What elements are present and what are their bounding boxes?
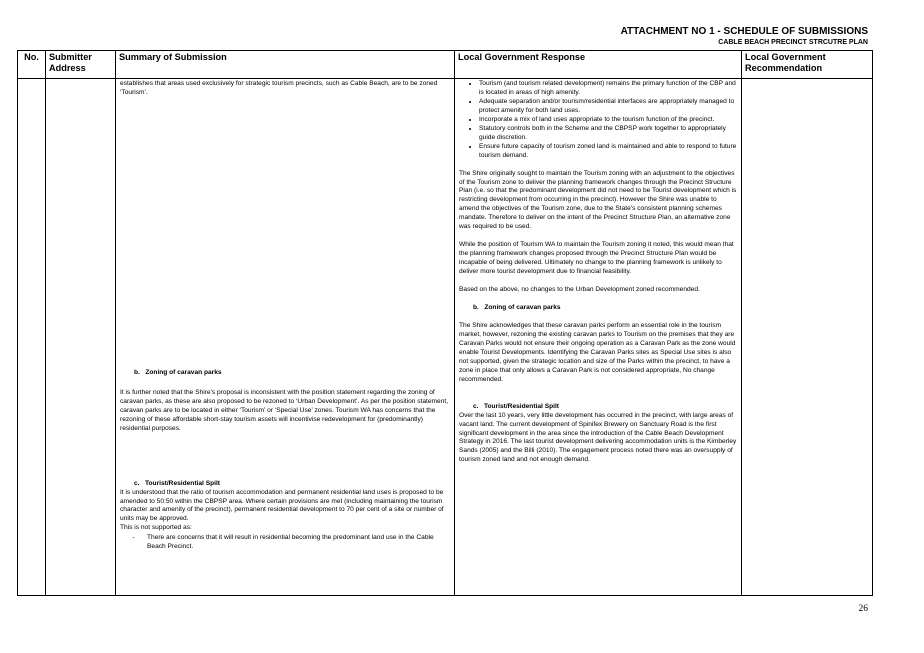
response-b-heading: b. Zoning of caravan parks [473, 304, 561, 312]
list-item: • Incorporate a mix of land uses appropriate to the tourism function of the precinct. [479, 116, 738, 125]
summary-b-heading: b. Zoning of caravan parks [134, 368, 222, 376]
plan-subtitle: CABLE BEACH PRECINCT STRCUTRE PLAN [718, 39, 868, 46]
summary-intro: establishes that areas used exclusively for strategic tourism precincts, such as Cable Beach, are to be zoned ‘Tourism’. [120, 80, 438, 96]
table-row [18, 79, 873, 596]
table-header-row [18, 51, 873, 79]
summary-c-text: It is understood that the ratio of tourism accommodation and permanent residential land uses is proposed to be amended to 50:50 within the CBPSP area. Where certain provisions are met (including maintaining the tourism character and amenity of the precinct), permanent residential development to 70 per cent of a site or number of units may be approved. [120, 488, 444, 523]
response-c-text: Over the last 10 years, very little development has occurred in the precinct, with large areas of vacant land. The current development of Spinifex Brewery on Sanctuary Road is the first significant development in the area since the introduction of the Cable Beach Development Strategy in 2016. The last tourist development delivering accommodation units is the Kimberley Sands (2005) and the Billi (2010). The engagement process noted there was an oversupply of tourism zoned land and not enough demand. [459, 411, 737, 464]
col-header-summary: Summary of Submission [116, 51, 455, 79]
page-number: 26 [858, 604, 868, 614]
attachment-title: ATTACHMENT NO 1 - SCHEDULE OF SUBMISSIONS [620, 26, 868, 37]
response-c-heading: c. Tourist/Residential Spilt [473, 402, 559, 410]
cell-submitter [46, 79, 116, 596]
list-item: • Tourism (and tourism related development) remains the primary function of the CBP and is located in areas of high amenity. [479, 80, 738, 98]
col-header-submitter: Submitter Address [46, 51, 116, 79]
col-header-no: No. [18, 51, 46, 79]
summary-b-text: It is further noted that the Shire’s proposal is inconsistent with the position statement regarding the zoning of caravan parks, as these are also proposed to be rezoned to ‘Urban Development’. As per the position statement, caravan parks are to be located in either ‘Tourism’ or ‘Special Use’ zones. Tourism WA has concerns that the rezoning of these affordable short-stay tourism assets will incentivise redevelopment for (predominantly) residential purposes. [120, 388, 449, 432]
cell-recommendation [742, 79, 873, 596]
dash-marker: - [132, 534, 135, 542]
response-p2: While the position of Tourism WA to maintain the Tourism zoning it noted, this would mean that the planning framework changes proposed through the Precinct Structure Plan would be incapable of being delivered. Ultimately no change to the planning framework is unlikely to deliver more tourist development due to financial feasibility. [459, 241, 734, 276]
cell-no [18, 79, 46, 596]
list-item: • Ensure future capacity of tourism zoned land is maintained and able to respond to future tourism demand. [479, 143, 738, 161]
col-header-response: Local Government Response [455, 51, 742, 79]
cell-summary [116, 79, 455, 596]
schedule-table [17, 50, 873, 596]
dash-item-text: There are concerns that it will result in residential becoming the predominant land use in the Cable Beach Precinct. [147, 534, 434, 551]
summary-dash-item [120, 534, 451, 552]
list-item: • Statutory controls both in the Scheme and the CBPSP work together to appropriately guide discretion. [479, 125, 738, 143]
response-bullet-list [459, 80, 738, 161]
response-b-text: The Shire acknowledges that these caravan parks perform an essential role in the tourism market, however, rezoning the existing caravan parks to Tourism on the premises that they are Caravan Parks would not ensure their ongoing operation as a Caravan Park as the zone would enable Tourist Developments. Identifying the Caravan Parks sites as Special Use sites is also not supported, given the strategic location and size of the Parks within the precinct, to have a zone in place that only allows a Caravan Park is not considered appropriate, No change recommended. [459, 321, 736, 383]
summary-c-text2: This is not supported as: [120, 524, 192, 532]
summary-c-heading: c. Tourist/Residential Spilt [134, 479, 220, 487]
response-p1: The Shire originally sought to maintain the Tourism zoning with an adjustment to the objectives of the Tourism zone to deliver the planning framework changes through the Precinct Structure Plan (i.e. so that the predominant development did not need to be Tourist development which is restricting development from occurring in the precinct). However the Shire was unable to amend the objectives of the Tourism zone, due to the State’s consistent planning schemes mandate. Therefore to deliver on the intent of the Precinct Structure Plan, an alternative zone was required to be used. [459, 169, 737, 231]
response-p3: Based on the above, no changes to the Urban Development zoned recommended. [459, 286, 700, 294]
cell-response [455, 79, 742, 596]
list-item: • Adequate separation and/or tourism/residential interfaces are appropriately managed to protect amenity for both land uses. [479, 98, 738, 116]
col-header-recommendation: Local Government Recommendation [742, 51, 873, 79]
